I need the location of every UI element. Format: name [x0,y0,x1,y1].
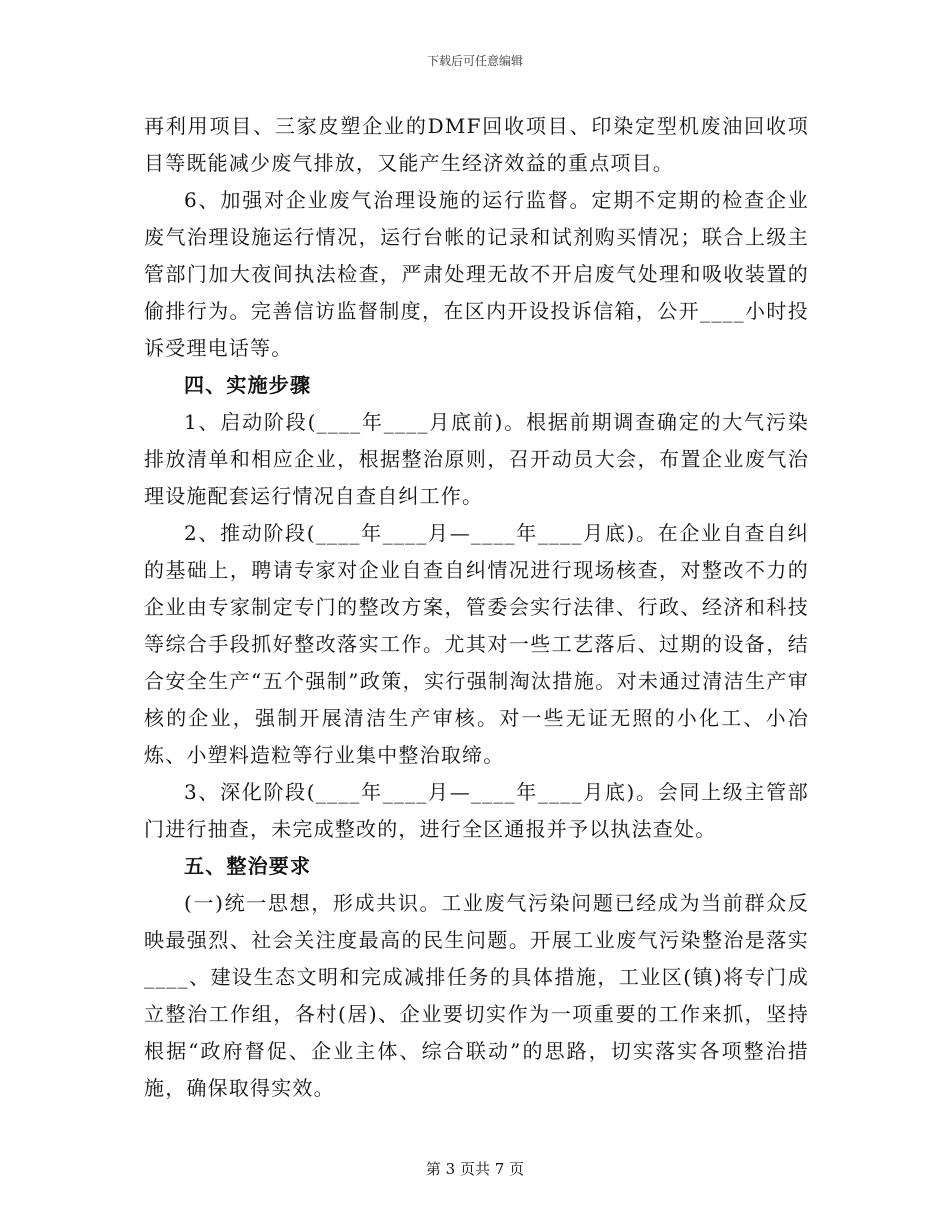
paragraph-step-2: 2、推动阶段(____年____月—____年____月底)。在企业自查自纠的基础上，聘请专家对企业自查自纠情况进行现场核查，对整改不力的企业由专家制定专门的整改方案，管委会实行法律、行政、经济和科技等综合手段抓好整改落实工作。尤其对一些工艺落后、过期的设备，结合安全生产“五个强制”政策，实行强制淘汰措施。对未通过清洁生产审核的企业，强制开展清洁生产审核。对一些无证无照的小化工、小冶炼、小塑料造粒等行业集中整治取缔。 [144,521,809,767]
paragraph-step-3: 3、深化阶段(____年____月—____年____月底)。会同上级主管部门进行抽查，未完成整改的，进行全区通报并予以执法查处。 [144,780,809,841]
document-body [144,108,809,1107]
section-heading-requirements: 五、整治要求 [184,854,312,878]
section-heading-implementation-steps: 四、实施步骤 [184,373,312,397]
paragraph-item-6: 6、加强对企业废气治理设施的运行监督。定期不定期的检查企业废气治理设施运行情况，运行台帐的记录和试剂购买情况；联合上级主管部门加大夜间执法检查，严肃处理无故不开启废气处理和吸收装置的偷排行为。完善信访监督制度，在区内开设投诉信箱，公开____小时投诉受理电话等。 [144,188,809,360]
page-header-note: 下载后可任意编辑 [426,54,523,68]
page-number: 第 3 页共 7 页 [425,1160,525,1178]
paragraph-step-1: 1、启动阶段(____年____月底前)。根据前期调查确定的大气污染排放清单和相应企业，根据整治原则，召开动员大会，布置企业废气治理设施配套运行情况自查自纠工作。 [144,410,809,508]
paragraph-requirement-1: (一)统一思想，形成共识。工业废气污染问题已经成为当前群众反映最强烈、社会关注度最高的民生问题。开展工业废气污染整治是落实____、建设生态文明和完成减排任务的具体措施，工业区(镇)将专门成立整治工作组，各村(居)、企业要切实作为一项重要的工作来抓，坚持根据“政府督促、企业主体、综合联动”的思路，切实落实各项整治措施，确保取得实效。 [144,891,809,1100]
paragraph-continuation: 再利用项目、三家皮塑企业的DMF回收项目、印染定型机废油回收项目等既能减少废气排放，又能产生经济效益的重点项目。 [144,114,809,175]
